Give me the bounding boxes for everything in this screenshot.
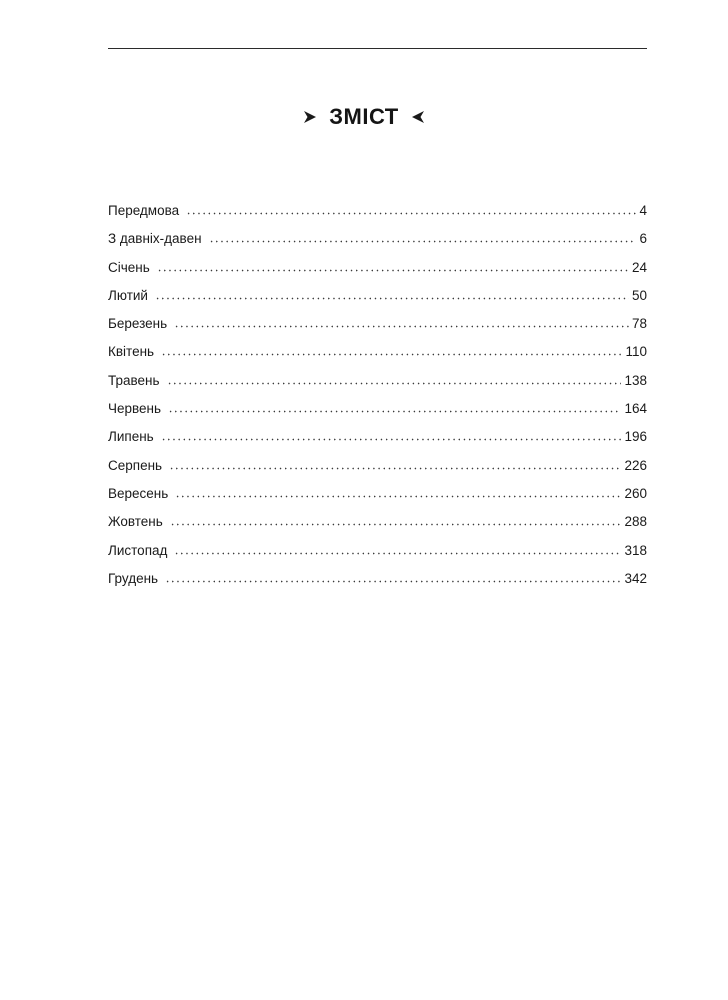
toc-entry-title: З давніх-давен [108, 231, 202, 247]
toc-entry[interactable] [108, 429, 647, 457]
dot-leader [155, 290, 629, 300]
contents-heading [0, 102, 728, 132]
toc-entry-title: Квітень [108, 344, 155, 360]
toc-entry-page: 6 [639, 231, 647, 247]
toc-entry-page: 78 [631, 316, 647, 332]
toc-entry[interactable] [108, 316, 647, 344]
dot-leader [161, 346, 622, 356]
toc-entry[interactable] [108, 288, 647, 316]
dot-leader [170, 516, 622, 526]
toc-entry-title: Липень [108, 429, 154, 445]
dot-leader [174, 545, 621, 555]
toc-entry-page: 318 [624, 542, 647, 558]
dot-leader [167, 375, 622, 385]
dot-leader [157, 262, 629, 272]
toc-entry[interactable] [108, 401, 647, 429]
toc-entry-page: 226 [624, 457, 647, 473]
dot-leader [169, 460, 621, 470]
toc-entry-page: 4 [639, 203, 647, 218]
dot-leader [165, 573, 621, 583]
dot-leader [161, 431, 622, 441]
header-rule [108, 48, 647, 49]
toc-entry-title: Вересень [108, 485, 169, 501]
dot-leader [209, 233, 637, 243]
toc-entry-title: Лютий [108, 287, 148, 303]
toc-entry[interactable] [108, 373, 647, 401]
toc-entry[interactable] [108, 231, 647, 259]
toc-entry-page: 138 [624, 372, 647, 388]
dot-leader [175, 488, 621, 498]
toc-entry[interactable] [108, 571, 647, 599]
toc-entry-page: 342 [624, 570, 647, 586]
toc-entry-title: Серпень [108, 457, 163, 473]
toc-entry-title: Жовтень [108, 514, 163, 530]
toc-entry-title: Листопад [108, 542, 168, 558]
toc-entry-title: Грудень [108, 570, 159, 586]
dot-leader [168, 403, 621, 413]
toc-entry[interactable] [108, 458, 647, 486]
toc-entry-title: Червень [108, 401, 162, 417]
dot-leader [174, 318, 629, 328]
toc-entry-title: Січень [108, 259, 150, 275]
dot-leader [186, 205, 636, 215]
toc-entry[interactable] [108, 344, 647, 372]
toc-entry[interactable] [108, 543, 647, 571]
toc-entry[interactable] [108, 203, 647, 231]
toc-entry-page: 110 [625, 344, 647, 360]
toc-entry-page: 164 [624, 401, 647, 417]
toc-entry-title: Травень [108, 372, 160, 388]
toc-entry[interactable] [108, 260, 647, 288]
toc-entry-page: 288 [624, 514, 647, 530]
arrowhead-left-icon [411, 110, 425, 124]
toc-entry[interactable] [108, 486, 647, 514]
arrowhead-right-icon [303, 110, 317, 124]
toc-entry-page: 24 [631, 259, 647, 275]
page-title: ЗМІСТ [329, 104, 399, 129]
toc-entry-title: Передмова [108, 203, 180, 218]
toc-entry-page: 196 [624, 429, 647, 445]
toc-entry-title: Березень [108, 316, 168, 332]
toc-entry-page: 50 [631, 287, 647, 303]
table-of-contents [108, 203, 647, 599]
toc-entry[interactable] [108, 514, 647, 542]
toc-entry-page: 260 [624, 485, 647, 501]
